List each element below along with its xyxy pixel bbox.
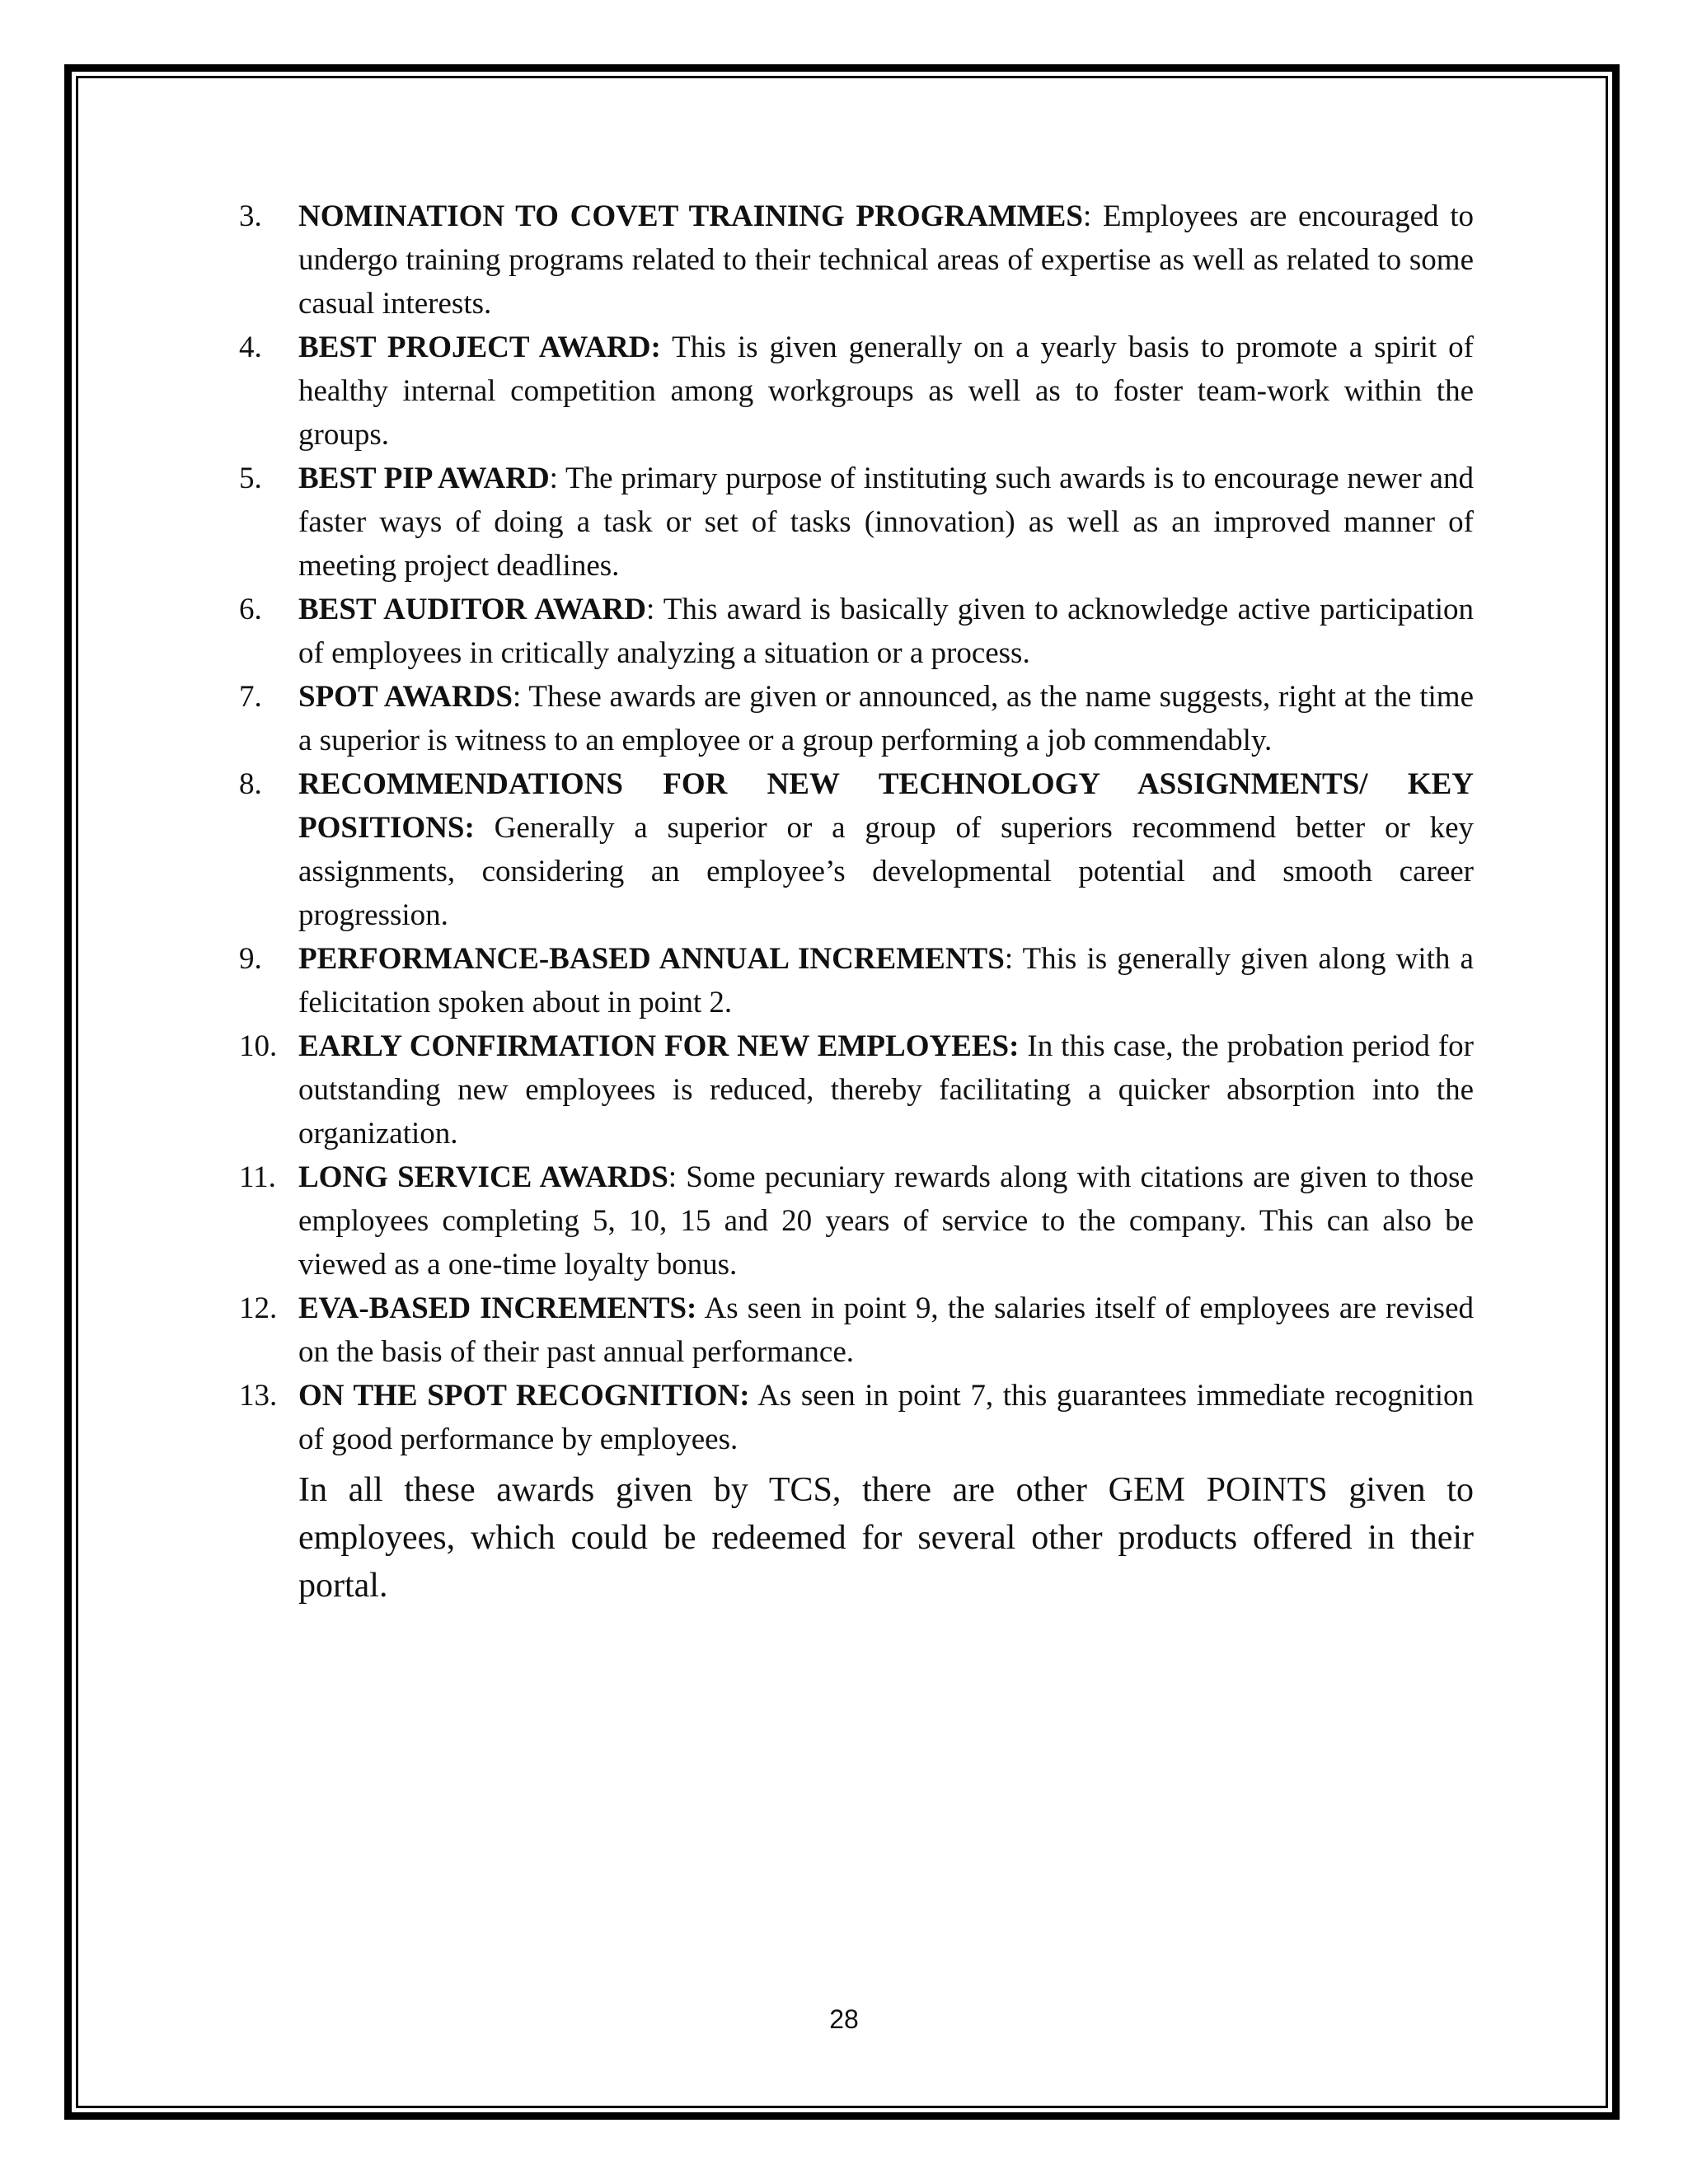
item-number: 3. — [239, 199, 262, 233]
item-number: 7. — [239, 680, 262, 714]
item-separator — [1019, 1029, 1027, 1063]
item-title: BEST AUDITOR AWARD — [298, 593, 646, 626]
item-separator — [661, 330, 672, 364]
item-text — [298, 1291, 1474, 1369]
item-number: 6. — [239, 593, 262, 626]
item-title: SPOT AWARDS — [298, 680, 513, 714]
item-body: As seen in point 9, the salaries itself of employees are revised on the basis of their past annual performance. — [298, 1291, 1475, 1369]
item-separator: : — [549, 462, 566, 495]
list-item — [239, 194, 1474, 326]
item-separator: : — [668, 1160, 687, 1194]
list-item — [239, 937, 1474, 1024]
item-number: 12. — [239, 1291, 278, 1325]
list-item — [239, 1286, 1474, 1374]
list-item — [239, 457, 1474, 588]
list-item — [239, 762, 1474, 937]
item-separator: : — [645, 593, 663, 626]
item-title: LONG SERVICE AWARDS — [298, 1160, 668, 1194]
item-number: 11. — [239, 1160, 276, 1194]
item-body: Some pecuniary rewards along with citations are given to those employees completing 5, 10, 15 and 20 years of service to the company. This can also be viewed as a one-time loyalty bonus. — [298, 1160, 1474, 1282]
item-title: EVA-BASED INCREMENTS: — [298, 1291, 697, 1325]
list-item — [239, 588, 1474, 675]
closing-paragraph: In all these awards given by TCS, there are other GEM POINTS given to employees, which could be redeemed for several other products offered in their portal. — [298, 1471, 1474, 1605]
list-item — [239, 326, 1474, 457]
item-body: This is generally given along with a felicitation spoken about in point 2. — [298, 942, 1474, 1019]
item-body: As seen in point 7, this guarantees immediate recognition of good performance by employees. — [298, 1379, 1474, 1456]
item-title: BEST PIP AWARD — [298, 462, 550, 495]
item-text — [298, 462, 1474, 583]
item-body: The primary purpose of instituting such awards is to encourage newer and faster ways of doing a task or set of tasks (innovation) as well as an improved manner of meeting project deadlines. — [298, 462, 1474, 583]
item-separator — [475, 811, 495, 845]
list-item — [239, 675, 1474, 762]
item-title: ON THE SPOT RECOGNITION: — [298, 1379, 750, 1413]
list-item — [239, 1374, 1474, 1461]
item-body: Employees are encouraged to undergo training programs related to their technical areas of expertise as well as related to some casual interests. — [298, 199, 1474, 321]
item-text — [298, 593, 1474, 670]
item-text — [298, 942, 1474, 1019]
item-text — [298, 330, 1474, 452]
item-text — [298, 1379, 1474, 1456]
page-number: 28 — [829, 2004, 859, 2034]
item-number: 10. — [239, 1029, 278, 1063]
item-text — [298, 199, 1474, 321]
item-number: 9. — [239, 942, 262, 976]
item-separator — [696, 1291, 704, 1325]
item-number: 5. — [239, 462, 262, 495]
item-title: NOMINATION TO COVET TRAINING PROGRAMMES — [298, 199, 1083, 233]
item-separator: : — [1004, 942, 1023, 976]
item-body: Generally a superior or a group of superiors recommend better or key assignments, considering an employee’s developmental potential and smooth career progression. — [298, 811, 1475, 932]
item-text — [298, 1029, 1474, 1151]
item-number: 13. — [239, 1379, 278, 1413]
item-title: BEST PROJECT AWARD: — [298, 330, 661, 364]
item-text — [298, 1160, 1474, 1282]
item-body: In this case, the probation period for outstanding new employees is reduced, thereby facilitating a quicker absorption into the organization. — [298, 1029, 1474, 1151]
item-text — [298, 680, 1474, 757]
item-separator: : — [512, 680, 529, 714]
item-text — [298, 767, 1474, 932]
item-title: PERFORMANCE-BASED ANNUAL INCREMENTS — [298, 942, 1005, 976]
document-body — [239, 194, 1474, 1610]
item-separator — [750, 1379, 758, 1413]
item-title: RECOMMENDATIONS FOR NEW TECHNOLOGY ASSIGNMENTS/ KEY POSITIONS: — [298, 767, 1474, 845]
list-item — [239, 1155, 1474, 1286]
item-title: EARLY CONFIRMATION FOR NEW EMPLOYEES: — [298, 1029, 1020, 1063]
item-body: This is given generally on a yearly basis to promote a spirit of healthy internal competition among workgroups as well as to foster team-work within the groups. — [298, 330, 1474, 452]
item-body: These awards are given or announced, as the name suggests, right at the time a superior is witness to an employee or a group performing a job commendably. — [298, 680, 1474, 757]
list-item — [239, 1024, 1474, 1155]
item-number: 4. — [239, 330, 262, 364]
item-body: This award is basically given to acknowledge active participation of employees in critically analyzing a situation or a process. — [298, 593, 1474, 670]
item-separator: : — [1082, 199, 1103, 233]
item-number: 8. — [239, 767, 262, 801]
